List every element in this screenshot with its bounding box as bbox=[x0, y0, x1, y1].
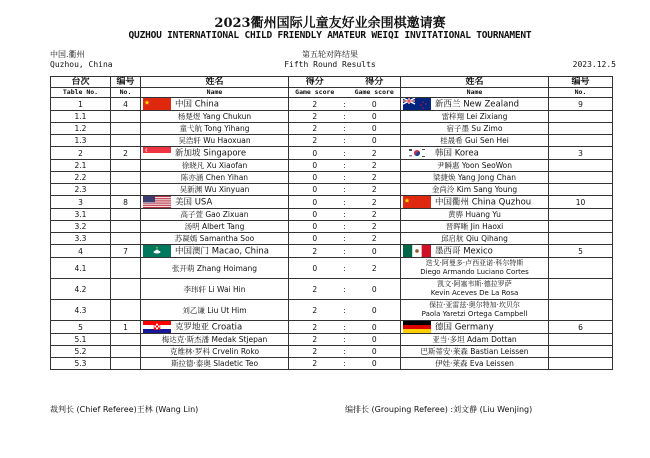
game-row bbox=[51, 334, 613, 346]
player-right-score: 2 bbox=[349, 209, 401, 221]
de-flag-icon bbox=[403, 321, 431, 333]
round-title bbox=[50, 50, 610, 70]
player-right-name: 晋晖晰 Jin Haoxi bbox=[401, 221, 549, 233]
score-separator: : bbox=[341, 135, 349, 147]
player-left-score: 2 bbox=[289, 300, 341, 321]
cn-flag-icon bbox=[143, 98, 171, 110]
player-right-name-en: Kevin Aceves De La Rosa bbox=[430, 289, 519, 297]
player-left-score: 0 bbox=[289, 184, 341, 196]
mo-flag-icon bbox=[143, 245, 171, 257]
game-no-empty-right bbox=[549, 123, 613, 135]
team-left-name: 新加坡 Singapore bbox=[175, 148, 247, 159]
player-left-score: 2 bbox=[289, 358, 341, 370]
player-right-score: 2 bbox=[349, 258, 401, 279]
team-right-number: 3 bbox=[549, 147, 613, 160]
game-no-empty bbox=[111, 221, 141, 233]
player-right-score: 0 bbox=[349, 358, 401, 370]
game-no-empty bbox=[111, 233, 141, 245]
team-match-row bbox=[51, 245, 613, 258]
score-separator: : bbox=[341, 258, 349, 279]
game-no-empty-right bbox=[549, 172, 613, 184]
score-separator: : bbox=[341, 300, 349, 321]
date: 2023.12.5 bbox=[572, 60, 616, 69]
player-left-score: 0 bbox=[289, 172, 341, 184]
game-row bbox=[51, 209, 613, 221]
player-left-score: 2 bbox=[289, 279, 341, 300]
game-row bbox=[51, 135, 613, 147]
score-separator: : bbox=[341, 209, 349, 221]
team-right-score: 2 bbox=[349, 196, 401, 209]
player-left-score: 0 bbox=[289, 258, 341, 279]
game-row bbox=[51, 221, 613, 233]
player-right-score: 0 bbox=[349, 111, 401, 123]
header-score-cn-left: 得分 bbox=[289, 77, 341, 88]
game-row bbox=[51, 233, 613, 245]
game-row bbox=[51, 111, 613, 123]
team-left-score: 2 bbox=[289, 321, 341, 334]
player-left-score: 2 bbox=[289, 123, 341, 135]
score-separator: : bbox=[341, 346, 349, 358]
player-right-name: 伊娃·莱森 Eva Leissen bbox=[401, 358, 549, 370]
header-name-en-left: Name bbox=[141, 88, 289, 98]
player-right-score: 0 bbox=[349, 123, 401, 135]
team-match-row bbox=[51, 321, 613, 334]
player-right-name: 雷梓翔 Lei Zixiang bbox=[401, 111, 549, 123]
team-left-score: 2 bbox=[289, 245, 341, 258]
team-right-number: 10 bbox=[549, 196, 613, 209]
game-row bbox=[51, 172, 613, 184]
player-right-name: 尹瞬惠 Yoon SeoWon bbox=[401, 160, 549, 172]
score-separator: : bbox=[341, 98, 349, 111]
player-left-name: 李玮轩 Li Wai Hin bbox=[141, 279, 289, 300]
player-left-score: 0 bbox=[289, 160, 341, 172]
score-separator: : bbox=[341, 196, 349, 209]
player-left-score: 2 bbox=[289, 135, 341, 147]
team-left-name: 克罗地亚 Croatia bbox=[175, 322, 243, 333]
player-left-name: 汤明 Albert Tang bbox=[141, 221, 289, 233]
location-en: Quzhou, China bbox=[50, 60, 113, 69]
match-table-number: 5 bbox=[51, 321, 111, 334]
game-no-empty-right bbox=[549, 221, 613, 233]
team-match-row bbox=[51, 147, 613, 160]
team-right-name-cell bbox=[401, 147, 549, 160]
round-en: Fifth Round Results bbox=[284, 60, 376, 69]
game-table-number: 1.1 bbox=[51, 111, 111, 123]
kr-flag-icon bbox=[403, 147, 431, 159]
score-separator: : bbox=[341, 334, 349, 346]
team-right-name: 韩国 Korea bbox=[435, 148, 479, 159]
player-right-score: 0 bbox=[349, 346, 401, 358]
team-left-name: 中国澳门 Macao, China bbox=[175, 246, 270, 257]
score-separator: : bbox=[341, 184, 349, 196]
match-table-number: 1 bbox=[51, 98, 111, 111]
team-left-name-cell bbox=[141, 321, 289, 334]
game-no-empty bbox=[111, 123, 141, 135]
header-row-cn bbox=[51, 77, 613, 88]
results-table bbox=[50, 76, 613, 370]
game-no-empty-right bbox=[549, 346, 613, 358]
player-right-name bbox=[401, 279, 549, 300]
team-right-name: 墨西哥 Mexico bbox=[435, 246, 493, 257]
player-left-name: 克维林·罗科 Crvelin Roko bbox=[141, 346, 289, 358]
player-right-name-en: Diego Armando Luciano Cortes bbox=[420, 268, 529, 276]
player-left-score: 0 bbox=[289, 221, 341, 233]
player-left-name: 梅达克·斯杰潘 Medak Stjepan bbox=[141, 334, 289, 346]
player-right-score: 2 bbox=[349, 233, 401, 245]
sg-flag-icon bbox=[143, 147, 171, 159]
team-right-number: 5 bbox=[549, 245, 613, 258]
nz-flag-icon bbox=[403, 98, 431, 110]
game-no-empty bbox=[111, 300, 141, 321]
player-right-name bbox=[401, 300, 549, 321]
header-score-sep-en bbox=[341, 88, 349, 98]
player-right-name: 邱启航 Qiu Qihang bbox=[401, 233, 549, 245]
player-right-score: 2 bbox=[349, 172, 401, 184]
game-table-number: 2.3 bbox=[51, 184, 111, 196]
player-left-name: 吴浩轩 Wu Haoxuan bbox=[141, 135, 289, 147]
team-left-name: 美国 USA bbox=[175, 197, 213, 208]
cn-flag-icon bbox=[403, 196, 431, 208]
team-right-score: 0 bbox=[349, 98, 401, 111]
team-left-score: 0 bbox=[289, 147, 341, 160]
score-separator: : bbox=[341, 279, 349, 300]
player-left-name: 高子萱 Gao Zixuan bbox=[141, 209, 289, 221]
player-left-score: 2 bbox=[289, 334, 341, 346]
game-row bbox=[51, 258, 613, 279]
team-right-score: 2 bbox=[349, 147, 401, 160]
game-no-empty bbox=[111, 209, 141, 221]
game-no-empty-right bbox=[549, 233, 613, 245]
player-right-score: 2 bbox=[349, 184, 401, 196]
team-left-score: 0 bbox=[289, 196, 341, 209]
team-left-number: 2 bbox=[111, 147, 141, 160]
header-table-cn: 台次 bbox=[51, 77, 111, 88]
player-right-name: 亚当·多坦 Adam Dottan bbox=[401, 334, 549, 346]
player-right-name-cn: 保拉·亚雷兹·奥尔特加·坎贝尔 bbox=[429, 301, 520, 309]
game-table-number: 3.3 bbox=[51, 233, 111, 245]
game-no-empty-right bbox=[549, 160, 613, 172]
match-table-number: 4 bbox=[51, 245, 111, 258]
game-row bbox=[51, 358, 613, 370]
player-right-name bbox=[401, 258, 549, 279]
game-no-empty-right bbox=[549, 258, 613, 279]
location-cn: 中国.衢州 bbox=[50, 50, 85, 59]
game-no-empty-right bbox=[549, 358, 613, 370]
game-no-empty-right bbox=[549, 209, 613, 221]
game-row bbox=[51, 300, 613, 321]
header-no-cn-right: 编号 bbox=[549, 77, 613, 88]
score-separator: : bbox=[341, 123, 349, 135]
game-table-number: 5.1 bbox=[51, 334, 111, 346]
player-right-name: 桂晟希 Gui Sen Hei bbox=[401, 135, 549, 147]
player-right-name-cn: 迭戈·阿曼多·卢西亚诺·科尔特斯 bbox=[425, 259, 524, 267]
team-right-name-cell bbox=[401, 321, 549, 334]
team-right-name-cell bbox=[401, 98, 549, 111]
team-left-score: 2 bbox=[289, 98, 341, 111]
header-name-cn-left: 姓名 bbox=[141, 77, 289, 88]
game-no-empty bbox=[111, 172, 141, 184]
game-row bbox=[51, 184, 613, 196]
game-table-number: 5.3 bbox=[51, 358, 111, 370]
header-score-en-right: Game score bbox=[349, 88, 401, 98]
grouping-referee: 编排长 (Grouping Referee) :刘文静 (Liu Wenjing) bbox=[345, 405, 533, 414]
game-table-number: 1.2 bbox=[51, 123, 111, 135]
team-right-name: 新西兰 New Zealand bbox=[435, 99, 520, 110]
player-left-score: 2 bbox=[289, 346, 341, 358]
player-left-name: 苏凝嫣 Samantha Soo bbox=[141, 233, 289, 245]
header-score-cn-right: 得分 bbox=[349, 77, 401, 88]
player-left-name: 童弋航 Tong Yihang bbox=[141, 123, 289, 135]
game-table-number: 4.1 bbox=[51, 258, 111, 279]
player-right-name-en: Paola Yaretzi Ortega Campbell bbox=[421, 310, 528, 318]
player-left-name: 杨楚煜 Yang Chukun bbox=[141, 111, 289, 123]
player-left-name: 斯拉德·泰奥 Sladetic Teo bbox=[141, 358, 289, 370]
game-table-number: 3.1 bbox=[51, 209, 111, 221]
team-right-name-cell bbox=[401, 245, 549, 258]
team-left-number: 1 bbox=[111, 321, 141, 334]
game-no-empty bbox=[111, 184, 141, 196]
date-block bbox=[573, 50, 616, 70]
team-left-name-cell bbox=[141, 147, 289, 160]
player-right-name: 巴斯蒂安·莱森 Bastian Leissen bbox=[401, 346, 549, 358]
game-no-empty bbox=[111, 358, 141, 370]
header-row-en bbox=[51, 88, 613, 98]
team-right-number: 9 bbox=[549, 98, 613, 111]
player-right-name: 黄骅 Huang Yu bbox=[401, 209, 549, 221]
score-separator: : bbox=[341, 147, 349, 160]
game-row bbox=[51, 346, 613, 358]
game-table-number: 5.2 bbox=[51, 346, 111, 358]
header-score-sep bbox=[341, 77, 349, 88]
game-no-empty bbox=[111, 279, 141, 300]
game-no-empty-right bbox=[549, 111, 613, 123]
player-left-score: 2 bbox=[289, 111, 341, 123]
score-separator: : bbox=[341, 321, 349, 334]
team-right-name: 中国衢州 China Quzhou bbox=[435, 197, 532, 208]
game-no-empty-right bbox=[549, 334, 613, 346]
team-match-row bbox=[51, 98, 613, 111]
game-no-empty-right bbox=[549, 184, 613, 196]
player-left-score: 0 bbox=[289, 209, 341, 221]
score-separator: : bbox=[341, 172, 349, 184]
player-right-score: 0 bbox=[349, 334, 401, 346]
player-left-score: 0 bbox=[289, 233, 341, 245]
player-right-name: 金尚泠 Kim Sang Young bbox=[401, 184, 549, 196]
player-left-name: 刘乙谦 Liu Ut Him bbox=[141, 300, 289, 321]
team-left-number: 4 bbox=[111, 98, 141, 111]
round-cn: 第五轮对阵结果 bbox=[302, 50, 358, 59]
score-separator: : bbox=[341, 160, 349, 172]
player-right-score: 0 bbox=[349, 300, 401, 321]
team-left-number: 8 bbox=[111, 196, 141, 209]
us-flag-icon bbox=[143, 196, 171, 208]
player-right-name-cn: 凯文·阿塞韦斯·德拉罗萨 bbox=[437, 280, 512, 288]
game-no-empty bbox=[111, 135, 141, 147]
player-right-name: 宿子墨 Su Zimo bbox=[401, 123, 549, 135]
game-table-number: 3.2 bbox=[51, 221, 111, 233]
hr-flag-icon bbox=[143, 321, 171, 333]
player-left-name: 徐晓凡 Xu Xiaofan bbox=[141, 160, 289, 172]
score-separator: : bbox=[341, 111, 349, 123]
game-no-empty-right bbox=[549, 135, 613, 147]
header-table-en: Table No. bbox=[51, 88, 111, 98]
game-no-empty bbox=[111, 258, 141, 279]
player-left-name: 陈亦涵 Chen Yihan bbox=[141, 172, 289, 184]
player-left-name: 张开萌 Zhang Hoimang bbox=[141, 258, 289, 279]
game-table-number: 1.3 bbox=[51, 135, 111, 147]
player-right-name: 梁捷焕 Yang Jong Chan bbox=[401, 172, 549, 184]
game-no-empty bbox=[111, 160, 141, 172]
game-row bbox=[51, 123, 613, 135]
header-score-en-left: Game score bbox=[289, 88, 341, 98]
game-row bbox=[51, 279, 613, 300]
title-chinese: 2023衢州国际儿童友好业余围棋邀请赛 bbox=[214, 16, 446, 31]
team-left-name-cell bbox=[141, 98, 289, 111]
header-no-en: No. bbox=[111, 88, 141, 98]
team-match-row bbox=[51, 196, 613, 209]
header-no-cn: 编号 bbox=[111, 77, 141, 88]
game-table-number: 4.2 bbox=[51, 279, 111, 300]
header-name-en-right: Name bbox=[401, 88, 549, 98]
team-left-name-cell bbox=[141, 196, 289, 209]
game-table-number: 2.2 bbox=[51, 172, 111, 184]
game-no-empty bbox=[111, 111, 141, 123]
score-separator: : bbox=[341, 233, 349, 245]
chief-referee: 裁判长 (Chief Referee)王林 (Wang Lin) bbox=[50, 405, 199, 414]
team-left-number: 7 bbox=[111, 245, 141, 258]
team-right-number: 6 bbox=[549, 321, 613, 334]
game-table-number: 2.1 bbox=[51, 160, 111, 172]
score-separator: : bbox=[341, 221, 349, 233]
title-english: QUZHOU INTERNATIONAL CHILD FRIENDLY AMATEUR WEIQI INVITATIONAL TOURNAMENT bbox=[128, 30, 532, 41]
player-left-name: 吴新渊 Wu Xinyuan bbox=[141, 184, 289, 196]
header-name-cn-right: 姓名 bbox=[401, 77, 549, 88]
player-right-score: 0 bbox=[349, 135, 401, 147]
mx-flag-icon bbox=[403, 245, 431, 257]
team-right-score: 0 bbox=[349, 245, 401, 258]
team-right-name-cell bbox=[401, 196, 549, 209]
game-row bbox=[51, 160, 613, 172]
player-right-score: 2 bbox=[349, 160, 401, 172]
score-separator: : bbox=[341, 245, 349, 258]
game-no-empty bbox=[111, 334, 141, 346]
team-right-score: 0 bbox=[349, 321, 401, 334]
team-right-name: 德国 Germany bbox=[435, 322, 494, 333]
player-right-score: 2 bbox=[349, 221, 401, 233]
game-no-empty-right bbox=[549, 279, 613, 300]
game-no-empty bbox=[111, 346, 141, 358]
game-no-empty-right bbox=[549, 300, 613, 321]
team-left-name-cell bbox=[141, 245, 289, 258]
game-table-number: 4.3 bbox=[51, 300, 111, 321]
team-left-name: 中国 China bbox=[175, 99, 219, 110]
header-no-en-right: No. bbox=[549, 88, 613, 98]
match-table-number: 3 bbox=[51, 196, 111, 209]
player-right-score: 0 bbox=[349, 279, 401, 300]
score-separator: : bbox=[341, 358, 349, 370]
match-table-number: 2 bbox=[51, 147, 111, 160]
